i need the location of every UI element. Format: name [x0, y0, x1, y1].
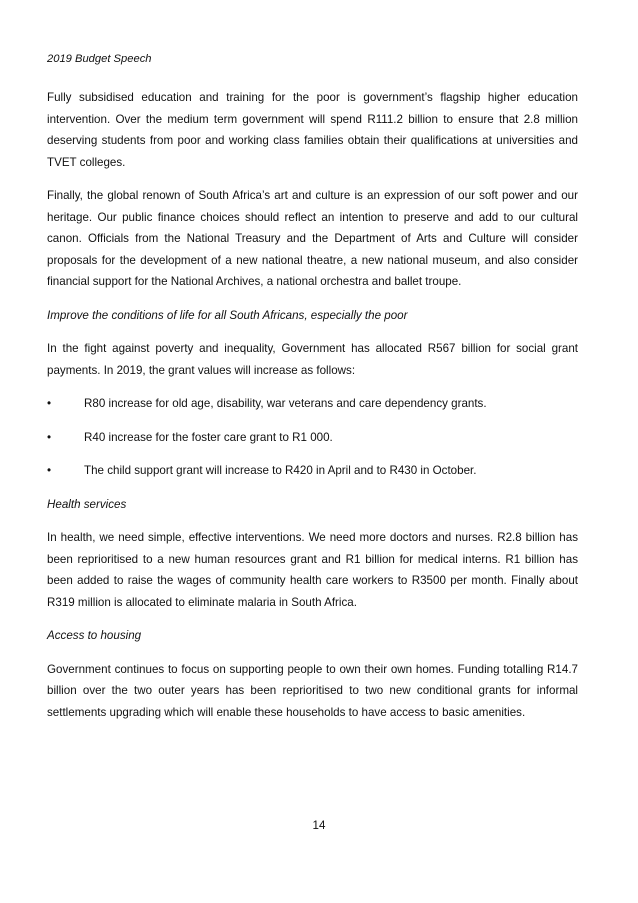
- paragraph-social-grants: In the fight against poverty and inequality, Government has allocated R567 billion for social grant payments. In 2019, the grant values will increase as follows:: [47, 342, 578, 377]
- bullet-item: [47, 393, 578, 415]
- paragraph-housing: Government continues to focus on supporting people to own their own homes. Funding totalling R14.7 billion over the two outer years has been reprioritised to two new conditional grants for informal settlements upgrading which will enable these households to have access to basic amenities.: [47, 662, 578, 719]
- paragraph-education: Fully subsidised education and training for the poor is government’s flagship higher education intervention. Over the medium term government will spend R111.2 billion to ensure that 2.8 million deserving students from poor and working class families obtain their qualifications at universities and TVET colleges.: [47, 91, 578, 169]
- section-heading-conditions-of-life: Improve the conditions of life for all South Africans, especially the poor: [47, 308, 408, 322]
- bullet-icon: •: [47, 464, 52, 477]
- bullet-icon: •: [47, 397, 52, 410]
- bullet-text: R40 increase for the foster care grant to R1 000.: [84, 430, 333, 444]
- running-header: 2019 Budget Speech: [47, 53, 152, 65]
- bullet-text: R80 increase for old age, disability, war veterans and care dependency grants.: [84, 397, 487, 410]
- bullet-item: [47, 427, 578, 449]
- section-heading-health-services: Health services: [47, 497, 127, 511]
- section-heading-access-to-housing: Access to housing: [47, 629, 142, 642]
- bullet-text: The child support grant will increase to R420 in April and to R430 in October.: [84, 464, 477, 477]
- paragraph-art-culture: Finally, the global renown of South Africa’s art and culture is an expression of our soft power and our heritage. Our public finance choices should reflect an intention to preserve and add to our cultural canon. Officials from the National Treasury and the Department of Arts and Culture will consider proposals for the development of a new national theatre, a new national museum, and also consider financial support for the National Archives, a national orchestra and ballet troupe.: [47, 189, 578, 288]
- paragraph-health: In health, we need simple, effective interventions. We need more doctors and nurses. R2.8 billion has been reprioritised to a new human resources grant and R1 billion for medical interns. R1 billion has been added to raise the wages of community health care workers to R3500 per month. Finally about R319 million is allocated to eliminate malaria in South Africa.: [47, 531, 578, 609]
- bullet-icon: •: [47, 430, 52, 444]
- document-page: [47, 52, 578, 735]
- bullet-item: [47, 460, 578, 482]
- page-number: 14: [312, 819, 326, 832]
